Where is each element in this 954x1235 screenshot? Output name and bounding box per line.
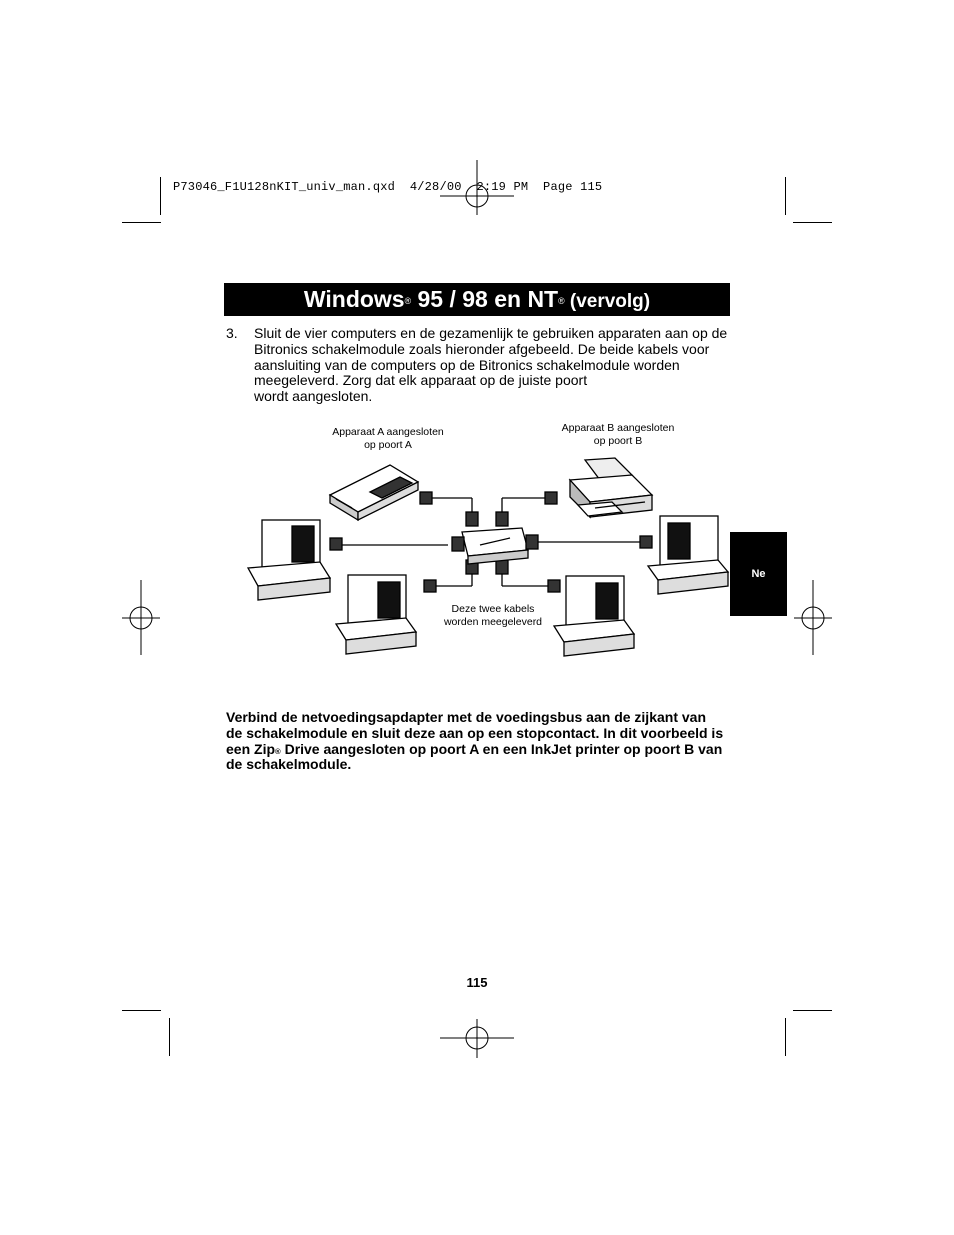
caption-cables [428,603,558,629]
step-text [254,326,732,405]
title-main-prefix: Windows [303,286,405,312]
step-text-body: Sluit de vier computers en de gezamenlijk te gebruiken apparaten aan op de Bitronics schakelmodule zoals hieronder afgebeeld. De beide kabels voor aansluiting van de computers op de Bitronics schakelmodule worden meegeleverd. Zorg dat elk apparaat op de juiste poort [254,325,728,389]
title-reg-mark: ® [558,296,565,306]
caption-b-line2: op poort B [593,435,643,447]
switch-module-icon [452,528,538,564]
section-title [224,283,730,316]
computer-icon [336,575,416,654]
title-suffix: (vervolg) [564,291,651,312]
title-reg-mark: ® [404,296,412,306]
computer-icon [554,576,634,656]
power-instruction [226,710,726,773]
caption-a-line2: op poort A [364,439,412,451]
note-part1: Verbind de netvoedingsapdapter met de voedingsbus aan de zijkant van de schakelmodule en sluit deze aan op een stopcontact. In dit voorbeeld is een Zip [226,709,724,757]
step-number: 3. [226,325,238,341]
step-3 [226,326,732,405]
zip-drive-icon [330,465,418,520]
computer-icon [248,520,330,600]
file-slug: P73046_F1U128nKIT_univ_man.qxd 4/28/00 2:19 PM Page 115 [173,180,603,194]
caption-b-line1: Apparaat B aangesloten [561,422,675,434]
caption-cables-line1: Deze twee kabels [451,603,535,615]
title-main-rest: 95 / 98 en NT [411,286,559,312]
caption-cables-line2: worden meegeleverd [443,616,543,628]
caption-device-a [318,426,458,452]
caption-a-line1: Apparaat A aangesloten [332,426,444,438]
caption-device-b [548,422,688,448]
note-reg-mark: ® [275,746,281,756]
page-number: 115 [466,975,488,990]
note-part2: Drive aangesloten op poort A en een InkJet printer op poort B van de schakelmodule. [226,740,723,773]
computer-icon [648,516,728,594]
language-tab: Ne [730,532,787,616]
step-text-last: wordt aangesloten. [254,388,373,405]
printer-icon [570,458,652,517]
